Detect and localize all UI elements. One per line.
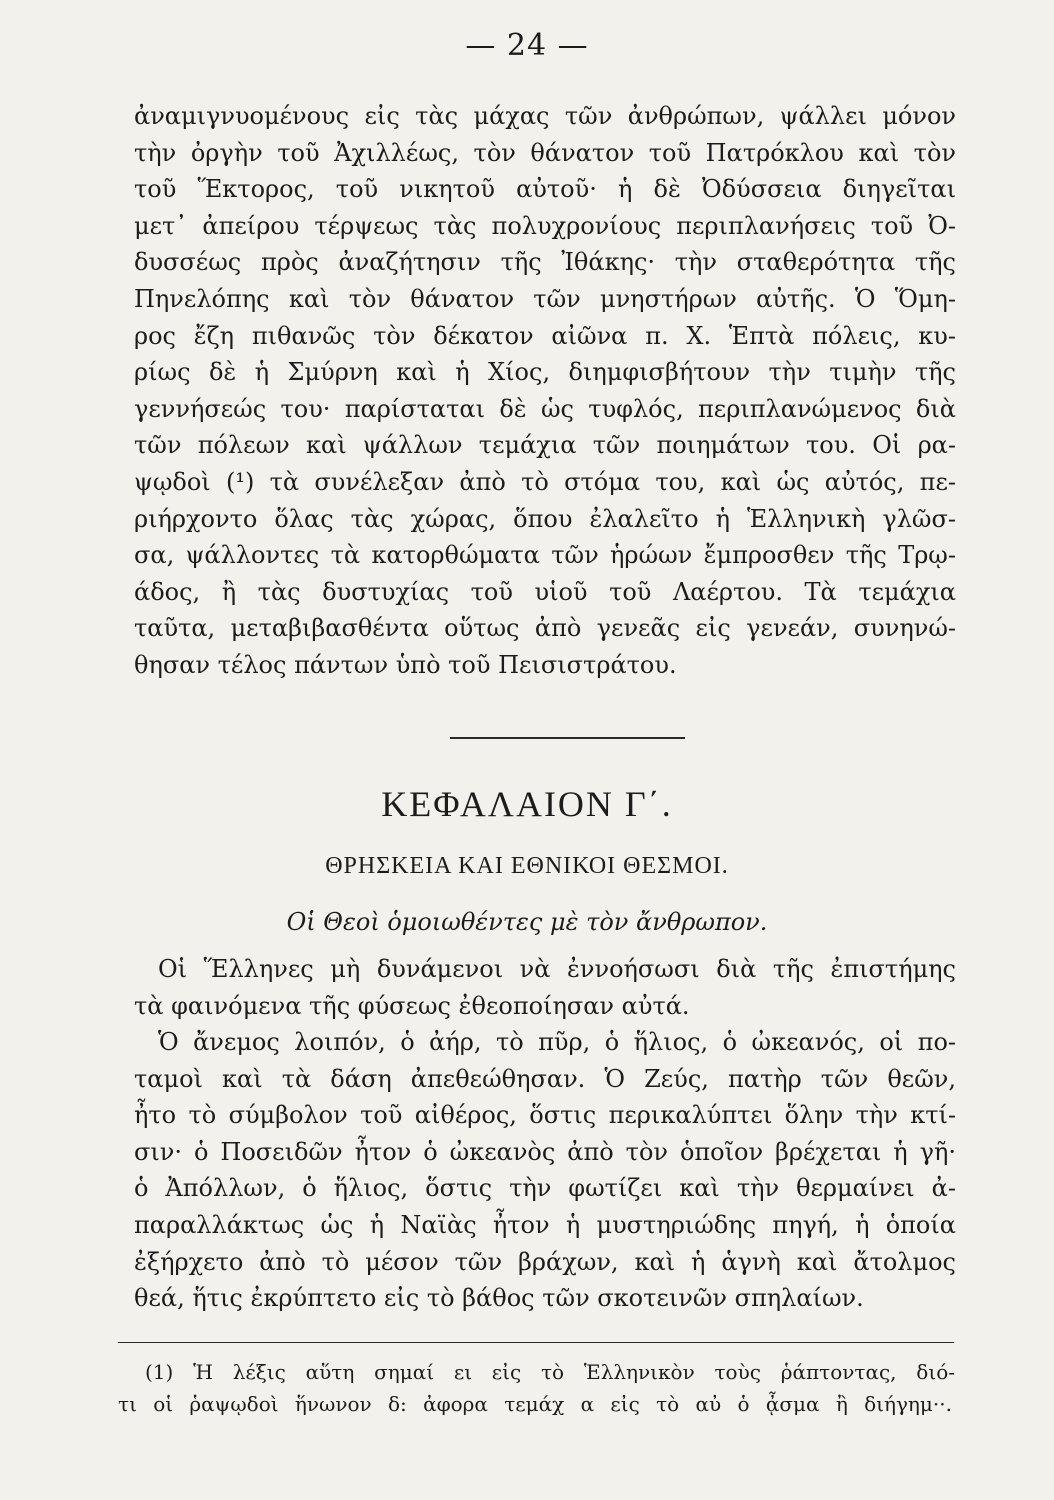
text-line: ὁ Ἀπόλλων, ὁ ἥλιος, ὅστις τὴν φωτίζει καὶ τὴν θερμαίνει ἀ- [134, 1174, 956, 1202]
text-line: τὴν ὀργὴν τοῦ Ἀχιλλέως, τὸν θάνατον τοῦ Πατρόκλου καὶ τὸν [134, 139, 956, 167]
text-line: Οἱ Ἕλληνες μὴ δυνάμενοι νὰ ἐννοήσωσι διὰ τῆς ἐπιστήμης [158, 955, 956, 983]
text-line: Πηνελόπης καὶ τὸν θάνατον τῶν μνηστήρων αὐτῆς. Ὁ Ὅμη- [134, 285, 956, 313]
text-line: ταῦτα, μεταβιβασθέντα οὕτως ἀπὸ γενεᾶς εἰς γενεάν, συνηνώ- [134, 614, 956, 642]
section-subtitle: Οἱ Θεοὶ ὁμοιωθέντες μὲ τὸν ἄνθρωπον. [286, 908, 768, 936]
text-line: σιν· ὁ Ποσειδῶν ἦτον ὁ ὠκεανὸς ἀπὸ τὸν ὁποῖον βρέχεται ἡ γῆ· [134, 1138, 956, 1166]
footnote-line: τι οἱ ῥαψῳδοὶ ἥνωνον δ: ἀφορα τεμάχ α εἰς τὸ αὐ ὁ ᾆσμα ἢ διήγημ··. [118, 1392, 952, 1416]
text-line: ἀναμιγνυομένους εἰς τὰς μάχας τῶν ἀνθρώπων, ψάλλει μόνον [134, 102, 956, 130]
footnote-rule [118, 1342, 954, 1343]
text-line: σα, ψάλλοντες τὰ κατορθώματα τῶν ἡρώων ἔμπροσθεν τῆς Τρῳ- [134, 541, 956, 569]
text-line: ψῳδοὶ (¹) τὰ συνέλεξαν ἀπὸ τὸ στόμα του, καὶ ὡς αὐτός, πε- [134, 468, 956, 496]
text-line: άδος, ἢ τὰς δυστυχίας τοῦ υἱοῦ τοῦ Λαέρτου. Τὰ τεμάχια [134, 578, 956, 606]
text-line: δυσσέως πρὸς ἀναζήτησιν τῆς Ἰθάκης· τὴν σταθερότητα τῆς [134, 248, 956, 276]
text-line: θεά, ἥτις ἐκρύπτετο εἰς τὸ βάθος τῶν σκοτεινῶν σπηλαίων. [134, 1284, 864, 1312]
text-line: ρίως δὲ ἡ Σμύρνη καὶ ἡ Χίος, διημφισβήτουν τὴν τιμὴν τῆς [134, 358, 956, 386]
text-line: παραλλάκτως ὡς ἡ Ναϊὰς ἦτον ἡ μυστηριώδης πηγή, ἡ ὁποία [134, 1211, 956, 1239]
section-divider [450, 737, 685, 739]
text-line: μετ᾽ ἀπείρου τέρψεως τὰς πολυχρονίους περιπλανήσεις τοῦ Ὀ- [134, 212, 956, 240]
text-line: τὰ φαινόμενα τῆς φύσεως ἐθεοποίησαν αὐτά. [134, 992, 690, 1020]
section-title: ΘΡΗΣΚΕΙΑ ΚΑΙ ΕΘΝΙΚΟΙ ΘΕΣΜΟΙ. [325, 853, 729, 879]
footnote-line: (1) Ἡ λέξις αὕτη σημαί ει εἰς τὸ Ἑλληνικὸν τοὺς ῥάπτοντας, διό- [145, 1360, 955, 1384]
text-line: ἐξήρχετο ἀπὸ τὸ μέσον τῶν βράχων, καὶ ἡ ἁγνὴ καὶ ἄτολμος [134, 1248, 956, 1276]
page-number: — 24 — [465, 28, 589, 63]
text-line: γεννήσεώς του· παρίσταται δὲ ὡς τυφλός, περιπλανώμενος διὰ [134, 395, 956, 423]
text-line: ρος ἔζη πιθανῶς τὸν δέκατον αἰῶνα π. Χ. Ἑπτὰ πόλεις, κυ- [134, 322, 956, 350]
text-line: ριήρχοντο ὅλας τὰς χώρας, ὅπου ἐλαλεῖτο ἡ Ἑλληνικὴ γλῶσ- [134, 505, 956, 533]
text-line: τῶν πόλεων καὶ ψάλλων τεμάχια τῶν ποιημάτων του. Οἱ ρα- [134, 431, 956, 459]
chapter-title: ΚΕΦΑΛΑΙΟΝ Γ΄. [381, 784, 673, 824]
text-line: θησαν τέλος πάντων ὑπὸ τοῦ Πεισιστράτου. [134, 651, 677, 679]
text-line: ἦτο τὸ σύμβολον τοῦ αἰθέρος, ὅστις περικαλύπτει ὅλην τὴν κτί- [134, 1101, 956, 1129]
text-line: τοῦ Ἕκτορος, τοῦ νικητοῦ αὐτοῦ· ἡ δὲ Ὀδύσσεια διηγεῖται [134, 175, 956, 203]
text-line: Ὁ ἄνεμος λοιπόν, ὁ ἀήρ, τὸ πῦρ, ὁ ἥλιος, ὁ ὠκεανός, οἱ πο- [158, 1028, 956, 1056]
text-line: ταμοὶ καὶ τὰ δάση ἀπεθεώθησαν. Ὁ Ζεύς, πατὴρ τῶν θεῶν, [134, 1065, 956, 1093]
